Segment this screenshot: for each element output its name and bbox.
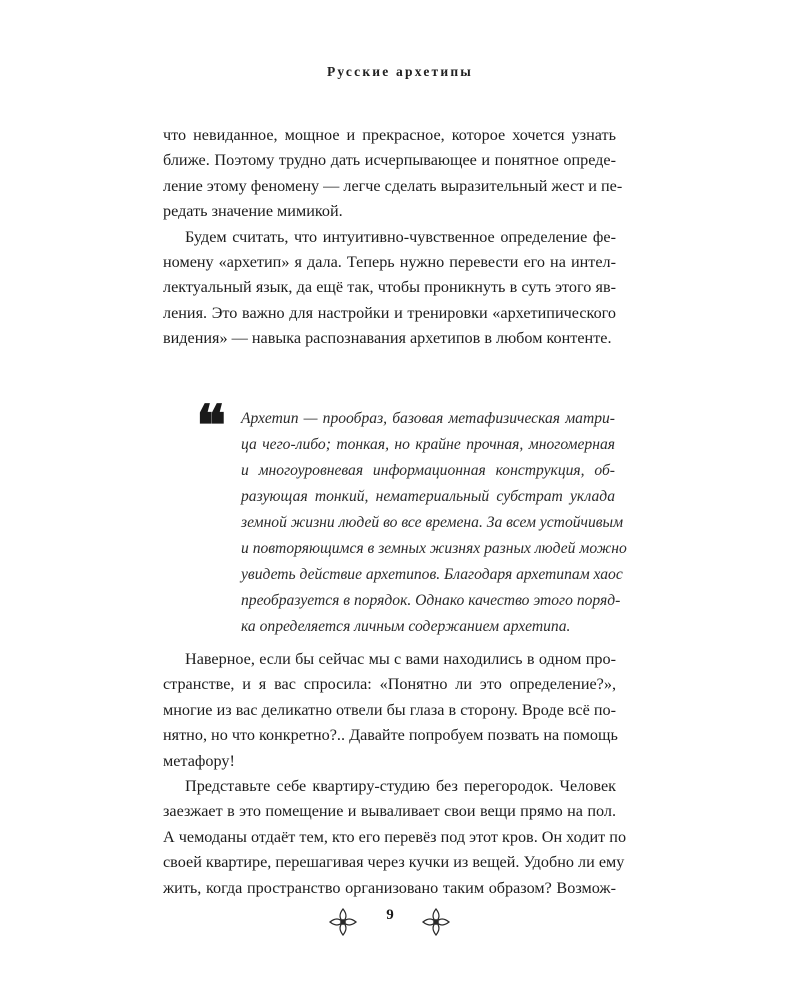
paragraph [163, 123, 623, 225]
quote-line: земной жизни людей во все времена. За всем устойчивым [241, 514, 624, 531]
text-line: странстве, и я вас спросила: «Понятно ли это определение?», [163, 675, 616, 694]
text-line: ление этому феномену — легче сделать выразительный жест и пе- [163, 176, 623, 195]
text-line: ления. Это важно для настройки и тренировки «архетипического [163, 303, 616, 322]
quote-line: увидеть действие архетипов. Благодаря архетипам хаос [241, 566, 623, 583]
body-text-top [163, 123, 623, 352]
text-line: многие из вас деликатно отвели бы глаза в сторону. Вроде всё по- [163, 700, 616, 719]
paragraph [163, 225, 616, 352]
quote-line: ка определяется личным содержанием архетипа. [241, 618, 571, 635]
text-line: А чемоданы отдаёт тем, кто его перевёз под этот кров. Он ходит по [163, 827, 627, 846]
text-line: Представьте себе квартиру-студию без перегородок. Человек [185, 777, 616, 796]
text-line: нятно, но что конкретно?.. Давайте попробуем позвать на помощь [163, 726, 618, 745]
quote-line: разующая тонкий, нематериальный субстрат уклада [241, 488, 615, 505]
page-number: 9 [386, 907, 394, 923]
floral-ornament-icon [421, 907, 451, 937]
text-line: номену «архетип» я дала. Теперь нужно перевести его на интел- [163, 253, 616, 272]
text-line: что невиданное, мощное и прекрасное, которое хочется узнать [163, 126, 616, 144]
text-line: редать значение мимикой. [163, 202, 343, 221]
quote-line: ца чего-либо; тонкая, но крайне прочная, многомерная [241, 436, 615, 453]
text-line: ближе. Поэтому трудно дать исчерпывающее и понятное опреде- [163, 151, 616, 170]
body-text-bottom [163, 647, 627, 901]
text-line: метафору! [163, 751, 235, 770]
quote-line: Архетип — прообраз, базовая метафизическая матри- [241, 410, 615, 427]
quote-text [241, 406, 627, 640]
text-line: лектуальный язык, да ещё так, чтобы проникнуть в суть этого яв- [163, 278, 616, 297]
floral-ornament-icon [328, 907, 358, 937]
paragraph [163, 647, 616, 774]
page-footer [0, 905, 800, 941]
quote-line: и повторяющимся в земных жизнях разных людей можно [241, 540, 627, 557]
text-line: Будем считать, что интуитивно-чувственное определение фе- [185, 227, 616, 246]
quote-line: преобразуется в порядок. Однако качество этого поряд- [241, 592, 621, 609]
text-line: своей квартире, перешагивая через кучки из вещей. Удобно ли ему [163, 853, 625, 872]
text-line: видения» — навыка распознавания архетипов в любом контенте. [163, 329, 612, 348]
running-head: Русские архетипы [326, 64, 474, 79]
paragraph [163, 774, 627, 901]
quote-line: и многоуровневая информационная конструкция, об- [241, 462, 615, 479]
text-line: жить, когда пространство организовано таким образом? Возмож- [163, 878, 616, 897]
quote-mark-icon: ❝ [196, 393, 227, 459]
text-line: заезжает в это помещение и вываливает свои вещи прямо на пол. [163, 802, 616, 821]
text-line: Наверное, если бы сейчас мы с вами находились в одном про- [185, 650, 616, 668]
